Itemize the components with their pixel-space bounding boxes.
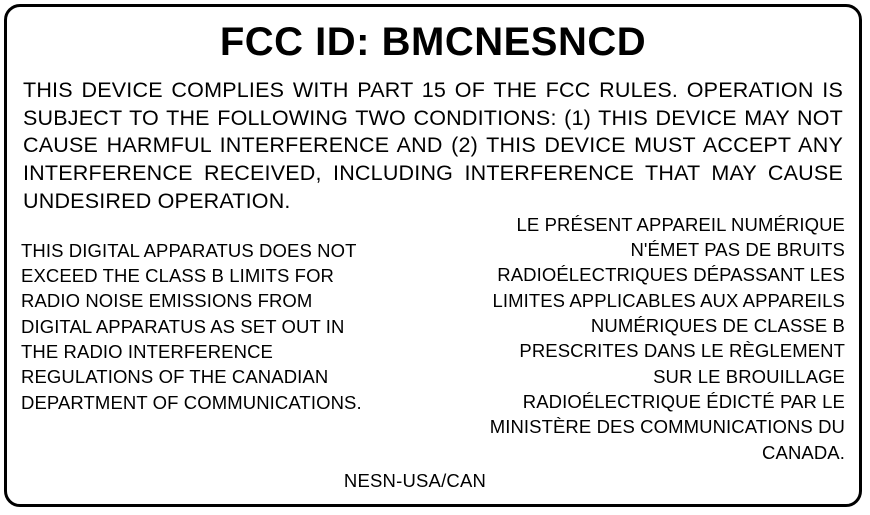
english-canadian-notice-text: THIS DIGITAL APPARATUS DOES NOT EXCEED THE CLASS B LIMITS FOR RADIO NOISE EMISSIONS FROM DIGITAL APPARATUS AS SET OUT IN THE RADIO INTERFERENCE REGULATIONS OF THE CANADIAN DEPARTMENT OF COMMUNICATIONS. — [21, 239, 362, 413]
model-code-text: NESN-USA/CAN — [343, 470, 487, 491]
regulatory-label-plate — [4, 4, 862, 507]
canadian-notices-columns — [21, 213, 845, 465]
fcc-id-heading: FCC ID: BMCNESNCD — [219, 20, 647, 64]
english-canadian-notice-column — [21, 238, 371, 415]
fcc-compliance-statement: THIS DEVICE COMPLIES WITH PART 15 OF THE FCC RULES. OPERATION IS SUBJECT TO THE FOLLOWING TWO CONDITIONS: (1) THIS DEVICE MAY NOT CAUSE HARMFUL INTERFERENCE AND (2) THIS DEVICE MUST ACCEPT ANY INTERFERENCE RECEIVED, INCLUDING INTERFERENCE THAT MAY CAUSE UNDESIRED OPERATION. — [23, 78, 843, 213]
model-code-line — [7, 470, 859, 492]
french-canadian-notice-column — [485, 212, 845, 465]
french-canadian-notice-text: LE PRÉSENT APPAREIL NUMÉRIQUE N'ÉMET PAS DE BRUITS RADIOÉLECTRIQUES DÉPASSANT LES LIMITES APPLICABLES AUX APPAREILS NUMÉRIQUES DE CLASSE B PRESCRITES DANS LE RÈGLEMENT SUR LE BROUILLAGE RADIOÉLECTRIQUE ÉDICTÉ PAR LE MINISTÈRE DES COMMUNICATIONS DU CANADA. — [489, 213, 845, 463]
